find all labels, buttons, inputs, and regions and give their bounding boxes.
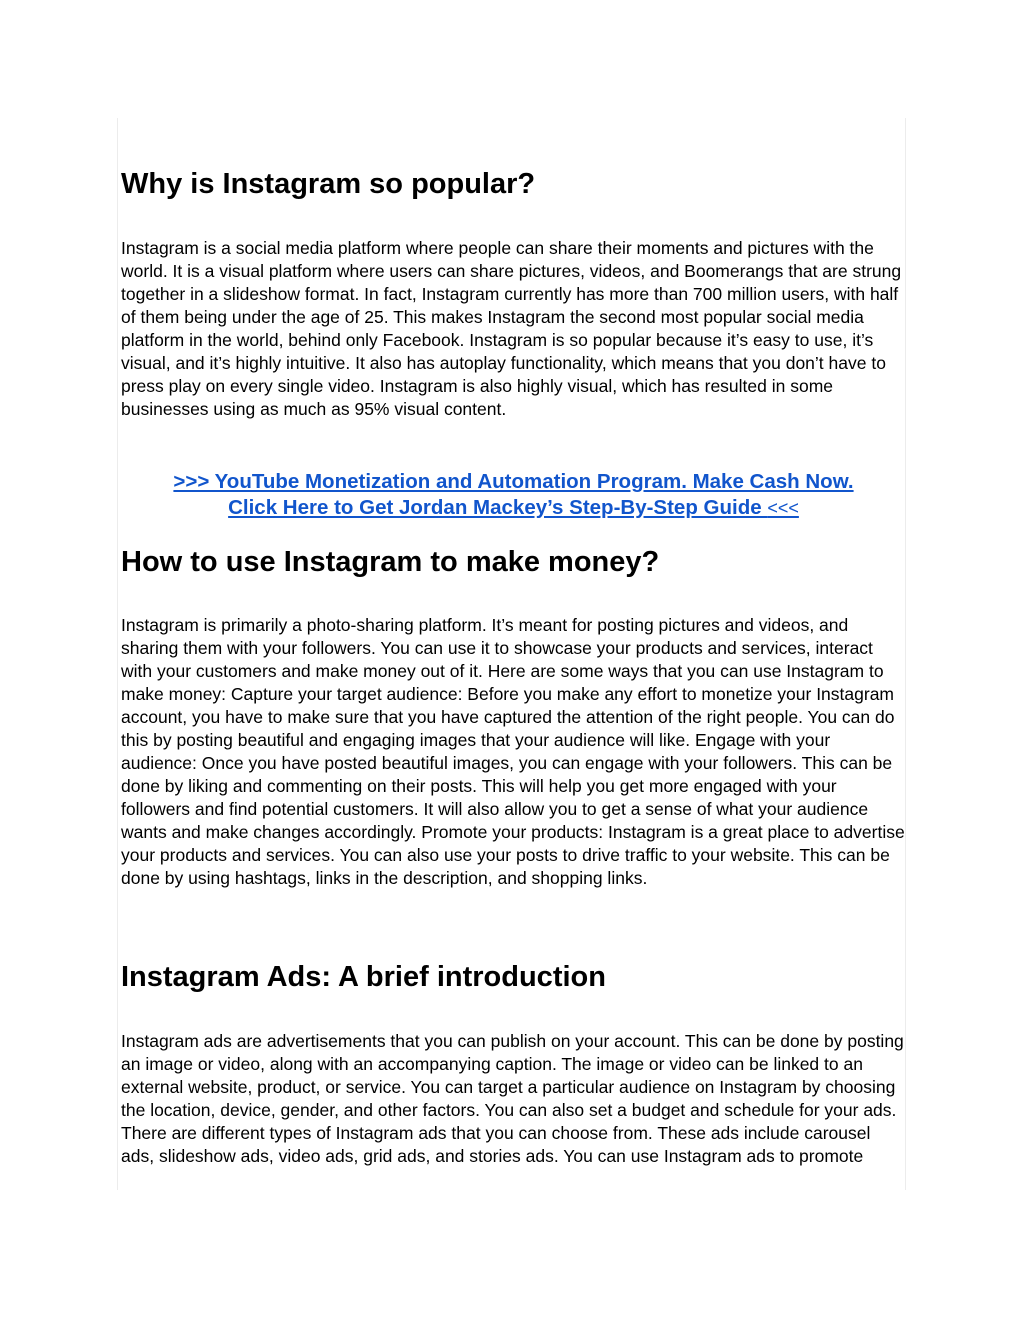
- promo-link-tail: <<<: [767, 498, 799, 518]
- section-paragraph-why-popular: Instagram is a social media platform where people can share their moments and pictures with the world. It is a visual platform where users can share pictures, videos, and Boomerangs that are strung together in a slideshow format. In fact, Instagram currently has more than 700 million users, with half of them being under the age of 25. This makes Instagram the second most popular social media platform in the world, behind only Facebook. Instagram is so popular because it’s easy to use, it’s visual, and it’s highly intuitive. It also has autoplay functionality, which means that you don’t have to press play on every single video. Instagram is also highly visual, which has resulted in some businesses using as much as 95% visual content.: [121, 238, 902, 419]
- section-paragraph-instagram-ads: Instagram ads are advertisements that you can publish on your account. This can be done by posting an image or video, along with an accompanying caption. The image or video can be linked to an external website, product, or service. You can target a particular audience on Instagram by choosing the location, device, gender, and other factors. You can also set a budget and schedule for your ads. There are different types of Instagram ads that you can choose from. These ads include carousel ads, slideshow ads, video ads, grid ads, and stories ads. You can use Instagram ads to promote: [121, 1031, 904, 1166]
- section-heading-make-money: How to use Instagram to make money?: [121, 546, 660, 578]
- promo-link-line2: Click Here to Get Jordan Mackey’s Step-By-Step Guide: [228, 496, 768, 519]
- promo-link[interactable]: [173, 470, 853, 519]
- section-heading-instagram-ads: Instagram Ads: A brief introduction: [121, 961, 606, 993]
- promo-link-line1: >>> YouTube Monetization and Automation Program. Make Cash Now.: [173, 470, 854, 493]
- section-paragraph-make-money: Instagram is primarily a photo-sharing platform. It’s meant for posting pictures and videos, and sharing them with your followers. You can use it to showcase your products and services, interact with your customers and make money out of it. Here are some ways that you can use Instagram to make money: Capture your target audience: Before you make any effort to monetize your Instagram account, you have to make sure that you have captured the attention of the right people. You can do this by posting beautiful and engaging images that your audience will like. Engage with your audience: Once you have posted beautiful images, you can engage with your followers. This can be done by liking and commenting on their posts. This will help you get more engaged with your followers and find potential customers. It will also allow you to get a sense of what your audience wants and make changes accordingly. Promote your products: Instagram is a great place to advertise your products and services. You can also use your posts to drive traffic to your website. This can be done by using hashtags, links in the description, and shopping links.: [121, 615, 905, 888]
- promo-link-block: [121, 469, 906, 521]
- section-heading-why-popular: Why is Instagram so popular?: [121, 168, 536, 200]
